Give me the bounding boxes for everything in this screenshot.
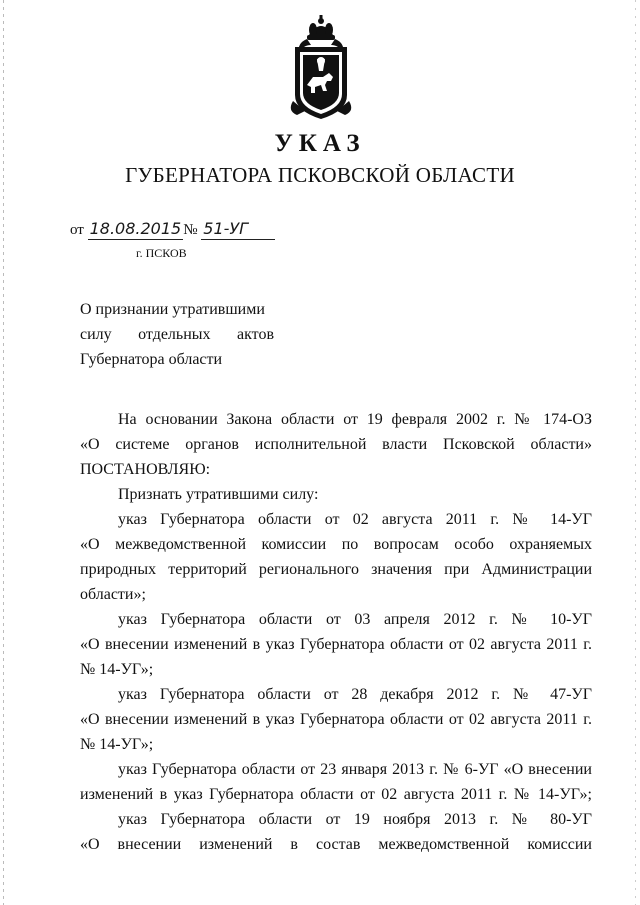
document-body bbox=[80, 408, 592, 858]
coat-of-arms-icon bbox=[283, 15, 359, 121]
body-line: «О межведомственной комиссии по вопросам особо охраняемых bbox=[80, 536, 592, 553]
body-line: «О системе органов исполнительной власти Псковской области» bbox=[80, 436, 592, 453]
number-prefix: № bbox=[183, 222, 198, 238]
body-line: изменений в указ Губернатора области от 02 августа 2011 г. № 14-УГ»; bbox=[80, 786, 592, 803]
body-line: указ Губернатора области от 03 апреля 2012 г. № 10-УГ bbox=[118, 611, 592, 628]
body-line: природных территорий регионального значения при Администрации bbox=[80, 561, 592, 578]
body-line: указ Губернатора области от 23 января 2013 г. № 6-УГ «О внесении bbox=[118, 761, 592, 778]
body-line: ПОСТАНОВЛЯЮ: bbox=[80, 461, 211, 478]
body-line: «О внесении изменений в указ Губернатора области от 02 августа 2011 г. bbox=[80, 711, 592, 728]
subject-line: Губернатора области bbox=[80, 351, 223, 368]
body-line: указ Губернатора области от 19 ноября 2013 г. № 80-УГ bbox=[118, 811, 592, 828]
body-line: указ Губернатора области от 28 декабря 2012 г. № 47-УГ bbox=[118, 686, 592, 703]
document-subject bbox=[80, 297, 274, 372]
subject-line: силу отдельных актов bbox=[80, 326, 274, 343]
body-line: Признать утратившими силу: bbox=[118, 486, 319, 503]
body-line: На основании Закона области от 19 февраля 2002 г. № 174-ОЗ bbox=[118, 411, 592, 428]
document-title: УКАЗ bbox=[274, 130, 366, 157]
subject-line: О признании утратившими bbox=[80, 301, 265, 318]
body-line: № 14-УГ»; bbox=[80, 661, 154, 678]
body-line: «О внесении изменений в указ Губернатора области от 02 августа 2011 г. bbox=[80, 636, 592, 653]
date-number-line bbox=[70, 219, 275, 240]
document-subtitle: ГУБЕРНАТОРА ПСКОВСКОЙ ОБЛАСТИ bbox=[125, 163, 515, 187]
city-label: г. ПСКОВ bbox=[136, 246, 187, 260]
body-line: указ Губернатора области от 02 августа 2011 г. № 14-УГ bbox=[118, 511, 592, 528]
handwritten-number: 51-УГ bbox=[201, 219, 275, 240]
date-prefix: от bbox=[70, 222, 84, 238]
body-line: № 14-УГ»; bbox=[80, 736, 154, 753]
body-line: области»; bbox=[80, 586, 146, 603]
body-line: «О внесении изменений в состав межведомственной комиссии bbox=[80, 836, 592, 853]
handwritten-date: 18.08.2015 bbox=[89, 219, 182, 238]
